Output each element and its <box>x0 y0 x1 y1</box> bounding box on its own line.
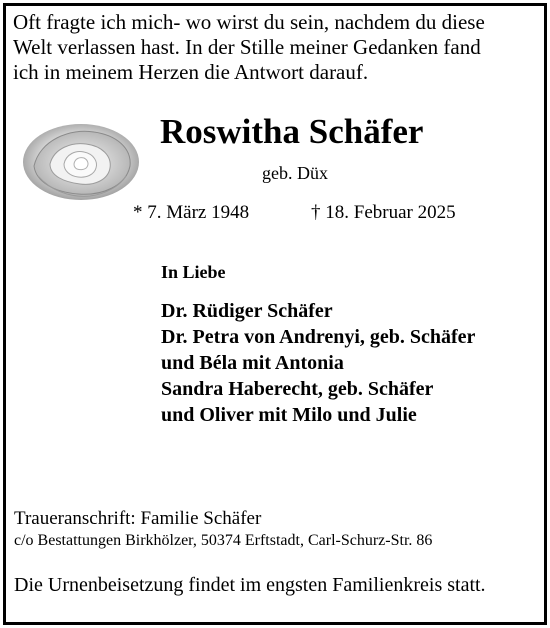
poem-line: Oft fragte ich mich- wo wirst du sein, nachdem du diese <box>13 10 485 34</box>
mourner-line: Dr. Rüdiger Schäfer <box>161 300 333 322</box>
mourner-line: und Oliver mit Milo und Julie <box>161 404 417 426</box>
mourners-list <box>161 298 475 428</box>
closing-note: Die Urnenbeisetzung findet im engsten Familienkreis statt. <box>14 574 486 596</box>
mourner-line: Sandra Haberecht, geb. Schäfer <box>161 378 434 400</box>
poem-text <box>13 10 485 85</box>
in-love-heading: In Liebe <box>161 262 226 282</box>
maiden-name: geb. Düx <box>262 163 328 183</box>
mourner-line: und Béla mit Antonia <box>161 352 344 374</box>
poem-line: ich in meinem Herzen die Antwort darauf. <box>13 60 369 84</box>
white-rose-icon <box>20 120 142 202</box>
mourning-address-heading: Traueranschrift: Familie Schäfer <box>14 508 262 529</box>
deceased-name: Roswitha Schäfer <box>160 112 424 151</box>
birth-date: * 7. März 1948 <box>133 202 250 223</box>
mourner-line: Dr. Petra von Andrenyi, geb. Schäfer <box>161 326 476 348</box>
death-date: † 18. Februar 2025 <box>311 202 456 223</box>
poem-line: Welt verlassen hast. In der Stille meiner Gedanken fand <box>13 35 481 59</box>
mourning-address-line: c/o Bestattungen Birkhölzer, 50374 Erftstadt, Carl-Schurz-Str. 86 <box>14 532 433 549</box>
